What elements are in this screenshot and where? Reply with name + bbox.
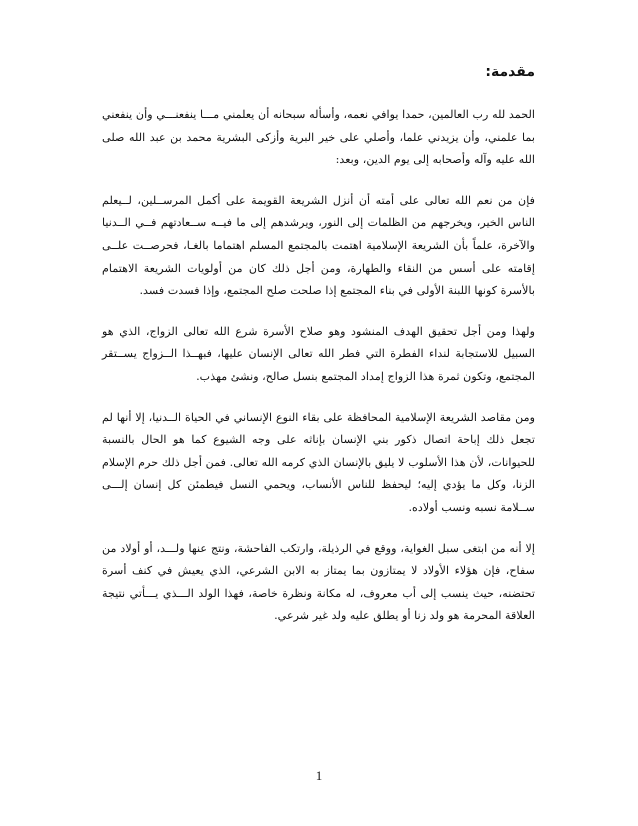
paragraph-4: ومن مقاصد الشريعة الإسلامية المحافظة على بقاء النوع الإنساني في الحياة الــدنيا، إلا أنها لم تجعل ذلك إباحة اتصال ذكور بني الإنسان بإناثه على وجه الشيوع كما هو الحال بالنسبة للحيوانات، لأن هذا الأسلوب لا يليق بالإنسان الذي كرمه الله تعالى. فمن أجل ذلك حرم الإسلام الزنا، وكل ما يؤدي إليه؛ ليحفظ للناس الأنساب، ويحمي النسل فيطمئن كل إنسان إلـــى ســلامة نسبه ونسب أولاده. [102,410,535,514]
paragraph-2: فإن من نعم الله تعالى على أمته أن أنزل الشريعة القويمة على أكمل المرســلين، لــيعلم الناس الخير، ويخرجهم من الظلمات إلى النور، ويرشدهم إلى ما فيــه ســعادتهم فــي الــدنيا والآخرة، علماً بأن الشريعة الإسلامية اهتمت بالمجتمع المسلم اهتماما بالغـا، فحرصــت علــى إقامته على أسس من النقاء والطهارة، ومن أجل ذلك كان من أولويات الشريعة الاهتمام بالأسرة كونها اللبنة الأولى في بناء المجتمع إذا صلحت صلح المجتمع، وإذا فسدت فسد. [102,193,535,298]
section-heading: مقدمة: [485,64,535,80]
paragraph-3: ولهذا ومن أجل تحقيق الهدف المنشود وهو صلاح الأسرة شرع الله تعالى الزواج، الذي هو السبيل للاستجابة لنداء الفطرة التي فطر الله تعالى الإنسان عليها، فبهــذا الــزواج يســتقر المجتمع، وتكون ثمرة هذا الزواج إمداد المجتمع بنسل صالح، ونشئ مهذب. [102,324,535,383]
paragraph-5: إلا أنه من ابتغى سبل الغواية، ووقع في الرذيلة، وارتكب الفاحشة، ونتج عنها ولـــد، أو أولاد من سفاح، فإن هؤلاء الأولاد لا يمتازون بما يمتاز به الابن الشرعي، الذي يعيش في كنف أسرة تحتضنه، حيث ينسب إلى أب معروف، له مكانة ونظرة خاصة، فهذا الولد الـــذي يـــأتي نتيجة العلاقة المحرمة هو ولد زنا أو يطلق عليه ولد غير شرعي. [102,541,535,623]
document-body [102,62,535,646]
paragraph-1: الحمد لله رب العالمين، حمدا يوافي نعمه، وأسأله سبحانه أن يعلمني مـــا ينفعنـــي وأن ينفعني بما علمني، وأن يزيدني علما، وأصلي على خير البرية وأزكى البشرية محمد بن عبد الله صلى الله عليه وآله وأصحابه إلى يوم الدين، وبعد: [102,108,535,167]
page-number: 1 [315,768,323,783]
